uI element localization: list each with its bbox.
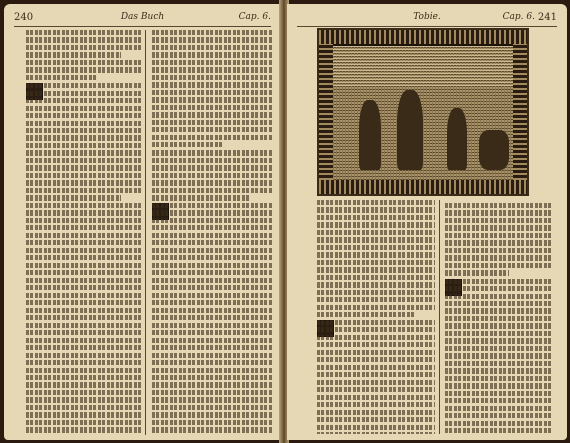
- right-column-2: [445, 200, 551, 434]
- left-head-rule: [14, 26, 271, 27]
- woodcut-figure-4: [479, 130, 509, 170]
- woodcut-figure-3: [447, 108, 467, 170]
- right-page-number: 241: [537, 12, 557, 23]
- left-column-divider: [145, 30, 146, 435]
- right-column-divider: [439, 200, 440, 434]
- right-column-1: [317, 200, 435, 434]
- right-page: [287, 4, 567, 440]
- right-running-head: [297, 12, 557, 24]
- left-page: [4, 4, 281, 440]
- left-running-head: [14, 12, 271, 24]
- right-head-rule: [297, 26, 557, 27]
- right-chapter: Cap. 6.: [502, 12, 535, 22]
- left-column-2: [152, 30, 272, 435]
- woodcut-figure-1: [359, 100, 381, 170]
- left-book-title: Das Buch: [120, 12, 165, 22]
- right-book-title: Tobie.: [413, 12, 441, 22]
- left-chapter: Cap. 6.: [238, 12, 271, 22]
- woodcut-illustration: [317, 28, 529, 196]
- woodcut-figure-2: [397, 90, 423, 170]
- left-page-number: 240: [14, 12, 34, 23]
- left-column-1: [26, 30, 142, 435]
